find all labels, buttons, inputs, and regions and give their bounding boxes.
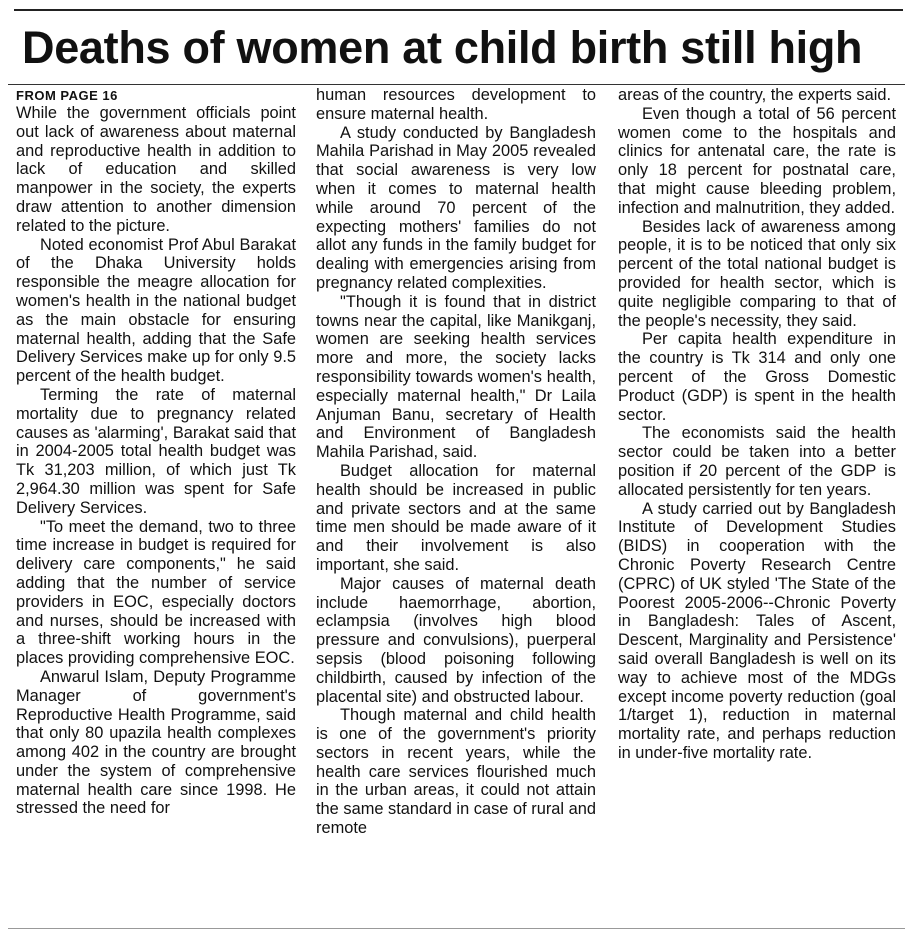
paragraph: Though maternal and child health is one of the government's priority sectors in recent years, while the health care services flourished much in the urban areas, it could not attain the same standard in case of rural and remote <box>316 706 596 838</box>
paragraph: A study carried out by Bangladesh Institute of Development Studies (BIDS) in cooperation with the Chronic Poverty Research Centre (CPRC) of UK styled 'The State of the Poorest 2005-2006--Chronic Poverty in Bangladesh: Tales of Ascent, Descent, Marginality and Persistence' said overall Bangladesh is well on its way to achieve most of the MDGs except income poverty reduction (goal 1/target 1), reduction in maternal mortality rate, and perhaps reduction in under-five mortality rate. <box>618 499 896 762</box>
paragraph: Noted economist Prof Abul Barakat of the Dhaka University holds responsible the meagre allocation for women's health in the national budget as the main obstacle for ensuring maternal health, adding that the Safe Delivery Services make up for only 9.5 percent of the health budget. <box>16 235 296 386</box>
column-1 <box>16 86 296 924</box>
paragraph: Besides lack of awareness among people, it is to be noticed that only six percent of the total national budget is provided for health sector, which is quite negligible comparing to that of the people's necessity, they said. <box>618 217 896 330</box>
paragraph: A study conducted by Bangladesh Mahila Parishad in May 2005 revealed that social awareness is very low when it comes to maternal health while around 70 percent of the expecting mothers' families do not allot any funds in the family budget for dealing with emergencies arising from pregnancy related complexities. <box>316 123 596 292</box>
headline-divider <box>8 84 905 85</box>
paragraph: The economists said the health sector could be taken into a better position if 20 percent of the GDP is allocated persistently for ten years. <box>618 424 896 499</box>
paragraph: Even though a total of 56 percent women come to the hospitals and clinics for antenatal care, the rate is only 18 percent for postnatal care, that might cause bleeding problem, infection and malnutrition, they added. <box>618 104 896 217</box>
paragraph: "Though it is found that in district towns near the capital, like Manikganj, women are seeking health services more and more, the society lacks responsibility towards women's health, especially maternal health," Dr Laila Anjuman Banu, secretary of Health and Environment of Bangladesh Mahila Parishad, said. <box>316 292 596 462</box>
paragraph: areas of the country, the experts said. <box>618 86 892 104</box>
top-rule <box>14 9 903 11</box>
paragraph: Anwarul Islam, Deputy Programme Manager of government's Reproductive Health Programme, said that only 80 upazila health complexes among 402 in the country are brought under the system of comprehensive maternal health care since 1998. He stressed the need for <box>16 667 296 818</box>
paragraph: While the government officials point out lack of awareness about maternal and reproductive health in addition to lack of education and skilled manpower in the society, the experts draw attention to another dimension related to the picture. <box>16 104 296 235</box>
paragraph: "To meet the demand, two to three time increase in budget is required for delivery care components," he said adding that the number of service providers in EOC, especially doctors and nurses, should be increased with a three-shift working hours in the places providing comprehensive EOC. <box>16 517 296 668</box>
column-3 <box>618 86 896 924</box>
kicker: FROM PAGE 16 <box>16 88 118 103</box>
paragraph: Terming the rate of maternal mortality due to pregnancy related causes as 'alarming', Barakat said that in 2004-2005 total health budget was Tk 31,203 million, of which just Tk 2,964.30 million was spent for Safe Delivery Services. <box>16 385 296 517</box>
column-2 <box>316 86 596 924</box>
headline: Deaths of women at child birth still high <box>22 22 863 73</box>
bottom-rule <box>8 928 905 929</box>
paragraph: Per capita health expenditure in the country is Tk 314 and only one percent of the Gross Domestic Product (GDP) is spent in the health sector. <box>618 330 896 424</box>
paragraph: human resources development to ensure maternal health. <box>316 86 596 123</box>
paragraph: Major causes of maternal death include haemorrhage, abortion, eclampsia (involves high blood pressure and convulsions), puerperal sepsis (blood poisoning following childbirth, caused by infection of the placental site) and obstructed labour. <box>316 574 596 706</box>
paragraph: Budget allocation for maternal health should be increased in public and private sectors and at the same time men should be made aware of it and their involvement is also important, she said. <box>316 461 596 574</box>
